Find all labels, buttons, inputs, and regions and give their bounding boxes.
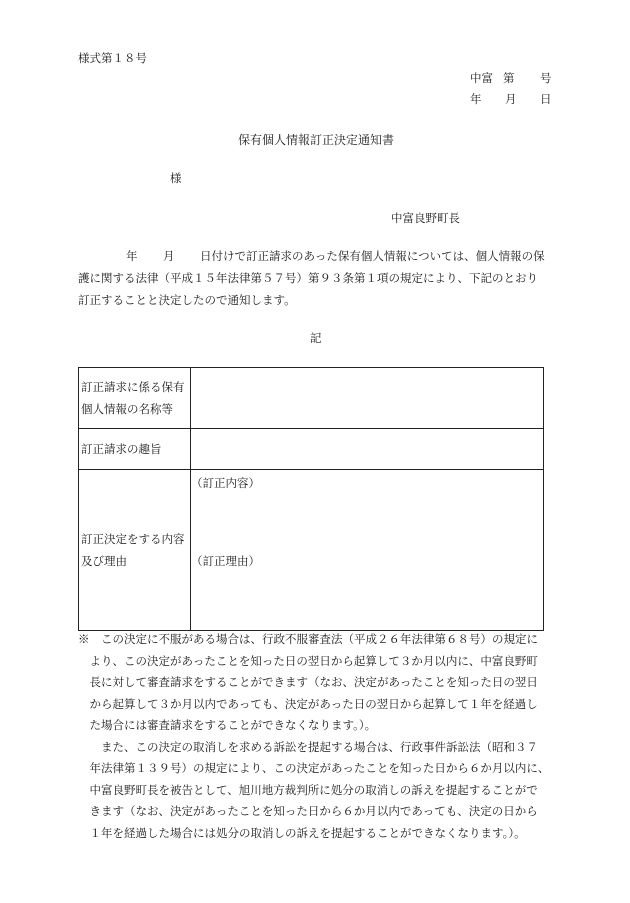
notice-line: きます（なお、決定があったことを知った日から６か月以内であっても、決定の日から — [78, 804, 538, 818]
notice-line: 長に対して審査請求をすることができます（なお、決定があったことを知った日の翌日 — [78, 675, 538, 689]
label-decision-line-2: 及び理由 — [81, 554, 127, 568]
doc-number-go: 号 — [540, 71, 552, 85]
label-decision — [79, 470, 191, 631]
table-row-purpose — [79, 429, 544, 470]
decision-table — [78, 367, 544, 631]
notice-line: た場合には審査請求をすることができなくなります。）。 — [78, 718, 377, 732]
body-month: 月 — [163, 249, 175, 263]
notice-line: から起算して３か月以内であっても、決定があった日の翌日から起算して１年を経過し — [78, 696, 538, 711]
form-number: 様式第１８号 — [78, 51, 147, 65]
date-month: 月 — [505, 92, 517, 106]
notice-line: より、この決定があったことを知った日の翌日から起算して３か月以内に、中富良野町 — [78, 653, 538, 668]
notice-line: 年法律第１３９号）の規定により、この決定があったことを知った日から６か月以内に、 — [78, 761, 550, 775]
date-year: 年 — [470, 92, 482, 106]
notice-line: ※ この決定に不服がある場合は、行政不服審査法（平成２６年法律第６８号）の規定に — [78, 632, 538, 646]
ki-heading: 記 — [310, 331, 322, 345]
table-row-info-name — [79, 368, 544, 429]
label-purpose: 訂正請求の趣旨 — [79, 429, 191, 470]
label-info-name — [79, 368, 191, 429]
table-row-decision — [79, 470, 544, 631]
doc-number-prefix: 中富 — [470, 71, 493, 85]
addressee-suffix: 様 — [170, 171, 182, 185]
date-day: 日 — [540, 92, 552, 106]
body-year: 年 — [126, 249, 138, 263]
label-info-name-line-2: 個人情報の名称等 — [81, 402, 173, 416]
notice-line: １年を経過した場合には処分の取消しの訴えを提起することができなくなります。）。 — [78, 825, 526, 840]
correction-content-label: （訂正内容） — [191, 476, 260, 490]
label-info-name-line-1: 訂正請求に係る保有 — [81, 380, 185, 394]
appeal-notice — [78, 629, 556, 844]
label-decision-line-1: 訂正決定をする内容 — [81, 532, 185, 546]
body-line-2: 護に関する法律（平成１５年法律第５７号）第９３条第１項の規定により、下記のとおり — [78, 271, 538, 285]
document-title: 保有個人情報訂正決定通知書 — [238, 133, 395, 147]
doc-number-dai: 第 — [503, 71, 515, 85]
value-purpose — [191, 429, 544, 470]
value-decision — [191, 470, 544, 631]
body-line-1: 日付けで訂正請求のあった保有個人情報については、個人情報の保 — [200, 249, 545, 263]
body-line-3: 訂正することと決定したので通知します。 — [78, 293, 296, 307]
notice-line: また、この決定の取消しを求める訴訟を提起する場合は、行政事件訴訟法（昭和３７ — [78, 739, 538, 754]
sender-name: 中富良野町長 — [391, 211, 460, 225]
value-info-name — [191, 368, 544, 429]
correction-reason-label: （訂正理由） — [191, 554, 260, 568]
notice-line: 中富良野町長を被告として、旭川地方裁判所に処分の取消しの訴えを提起することがで — [78, 782, 538, 797]
